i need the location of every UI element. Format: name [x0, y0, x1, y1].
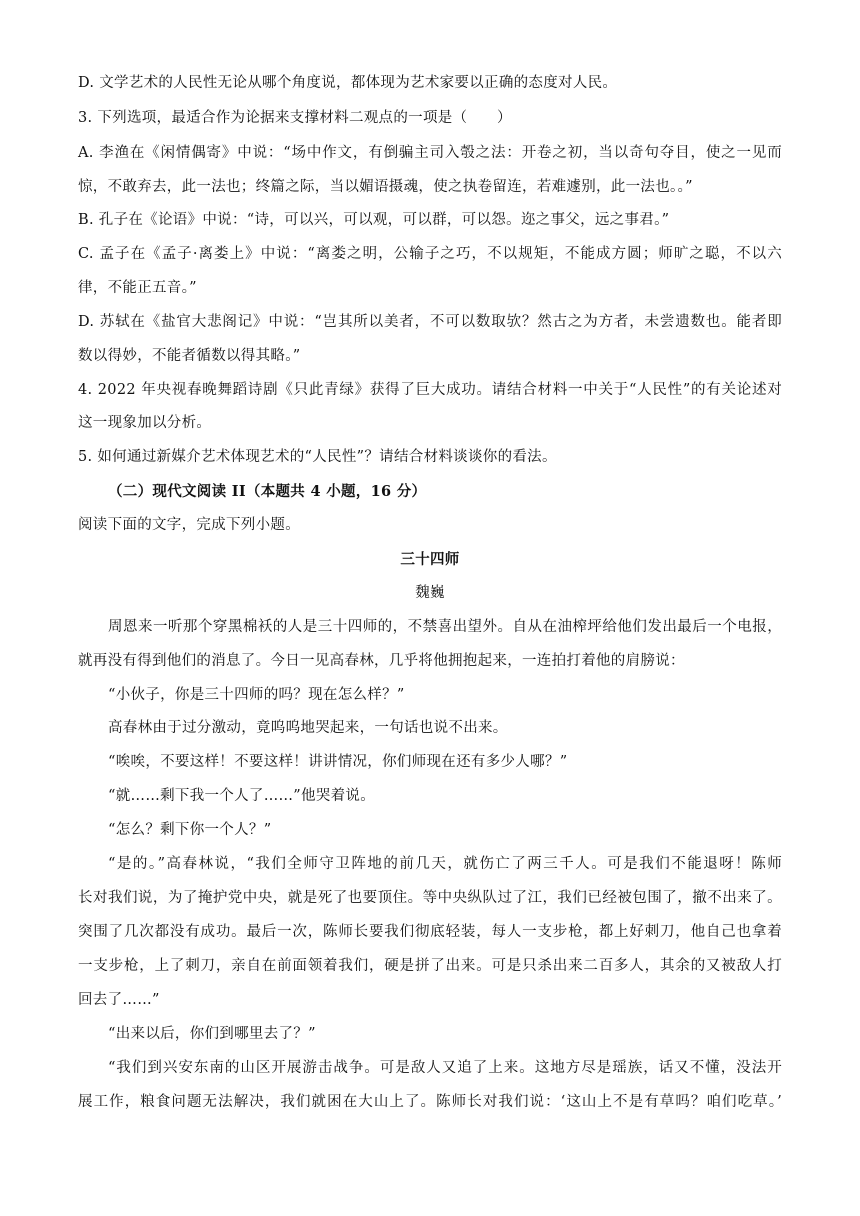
article-author: 魏巍 [415, 585, 445, 601]
option-d-q2: D. 文学艺术的人民性无论从哪个角度说，都体现为艺术家要以正确的态度对人民。 [78, 75, 618, 91]
dialogue-5: “出来以后，你们到哪里去了？” [108, 1026, 316, 1042]
paragraph-3-line4: 一支步枪，上了刺刀，亲自在前面领着我们，硬是拼了出来。可是只杀出来二百多人，其余的又被敌人打 [78, 958, 782, 974]
paragraph-3-line2: 长对我们说，为了掩护党中央，就是死了也要顶住。等中央纵队过了江，我们已经被包围了，撤不出来了。 [78, 890, 782, 906]
option-a-line2: 惊，不敢弃去，此一法也；终篇之际，当以媚语摄魂，使之执卷留连，若难遽别，此一法也。。” [78, 179, 693, 195]
section-heading: （二）现代文阅读 II（本题共 4 小题，16 分） [108, 483, 427, 500]
option-d-line2: 数以得妙，不能者循数以得其略。” [78, 348, 301, 364]
option-a-line1: A. 李渔在《闲情偶寄》中说：“场中作文，有倒骗主司入彀之法：开卷之初，当以奇句夺目，使之一见而 [78, 145, 782, 161]
question-3: 3. 下列选项，最适合作为论据来支撑材料二观点的一项是（ ） [78, 110, 512, 126]
paragraph-2: 高春林由于过分激动，竟呜呜地哭起来，一句话也说不出来。 [108, 720, 508, 736]
question-4-line2: 这一现象加以分析。 [78, 415, 212, 431]
option-d-line1: D. 苏轼在《盐官大悲阁记》中说：“岂其所以美者，不可以数取欤？然古之为方者，未尝遗数也。能者即 [78, 314, 782, 330]
option-c-line2: 律，不能正五音。” [78, 280, 197, 296]
article-title: 三十四师 [400, 551, 460, 568]
option-c-line1: C. 孟子在《孟子·离娄上》中说：“离娄之明，公输子之巧，不以规矩，不能成方圆；师旷之聪，不以六 [78, 246, 782, 262]
dialogue-2: “唉唉，不要这样！不要这样！讲讲情况，你们师现在还有多少人哪？” [108, 754, 568, 770]
paragraph-3-line1: “是的。”高春林说，“我们全师守卫阵地的前几天，就伤亡了两三千人。可是我们不能退呀！陈师 [108, 856, 782, 872]
question-5: 5. 如何通过新媒介艺术体现艺术的“人民性”？请结合材料谈谈你的看法。 [78, 449, 557, 465]
question-4-line1: 4. 2022 年央视春晚舞蹈诗剧《只此青绿》获得了巨大成功。请结合材料一中关于“人民性”的有关论述对 [78, 382, 782, 398]
option-b: B. 孔子在《论语》中说：“诗，可以兴，可以观，可以群，可以怨。迩之事父，远之事君。” [78, 212, 670, 228]
paragraph-1-line1: 周恩来一听那个穿黑棉袄的人是三十四师的，不禁喜出望外。自从在油榨坪给他们发出最后一个电报， [108, 619, 782, 635]
paragraph-4-line2: 展工作，粮食问题无法解决，我们就困在大山上了。陈师长对我们说：‘这山上不是有草吗？咱们吃草。’ [78, 1094, 782, 1110]
reading-instruction: 阅读下面的文字，完成下列小题。 [78, 517, 300, 533]
paragraph-1-line2: 就再没有得到他们的消息了。今日一见高春林，几乎将他拥抱起来，一连拍打着他的肩膀说： [78, 653, 685, 669]
paragraph-3-line3: 突围了几次都没有成功。最后一次，陈师长要我们彻底轻装，每人一支步枪，都上好刺刀，他自己也拿着 [78, 924, 782, 940]
dialogue-3: “就……剩下我一个人了……”他哭着说。 [108, 788, 376, 804]
dialogue-4: “怎么？剩下你一个人？” [108, 822, 272, 838]
paragraph-4-line1: “我们到兴安东南的山区开展游击战争。可是敌人又追了上来。这地方尽是瑶族，话又不懂，没法开 [108, 1060, 782, 1076]
paragraph-3-line5: 回去了……” [78, 992, 160, 1008]
dialogue-1: “小伙子，你是三十四师的吗？现在怎么样？” [108, 687, 405, 703]
